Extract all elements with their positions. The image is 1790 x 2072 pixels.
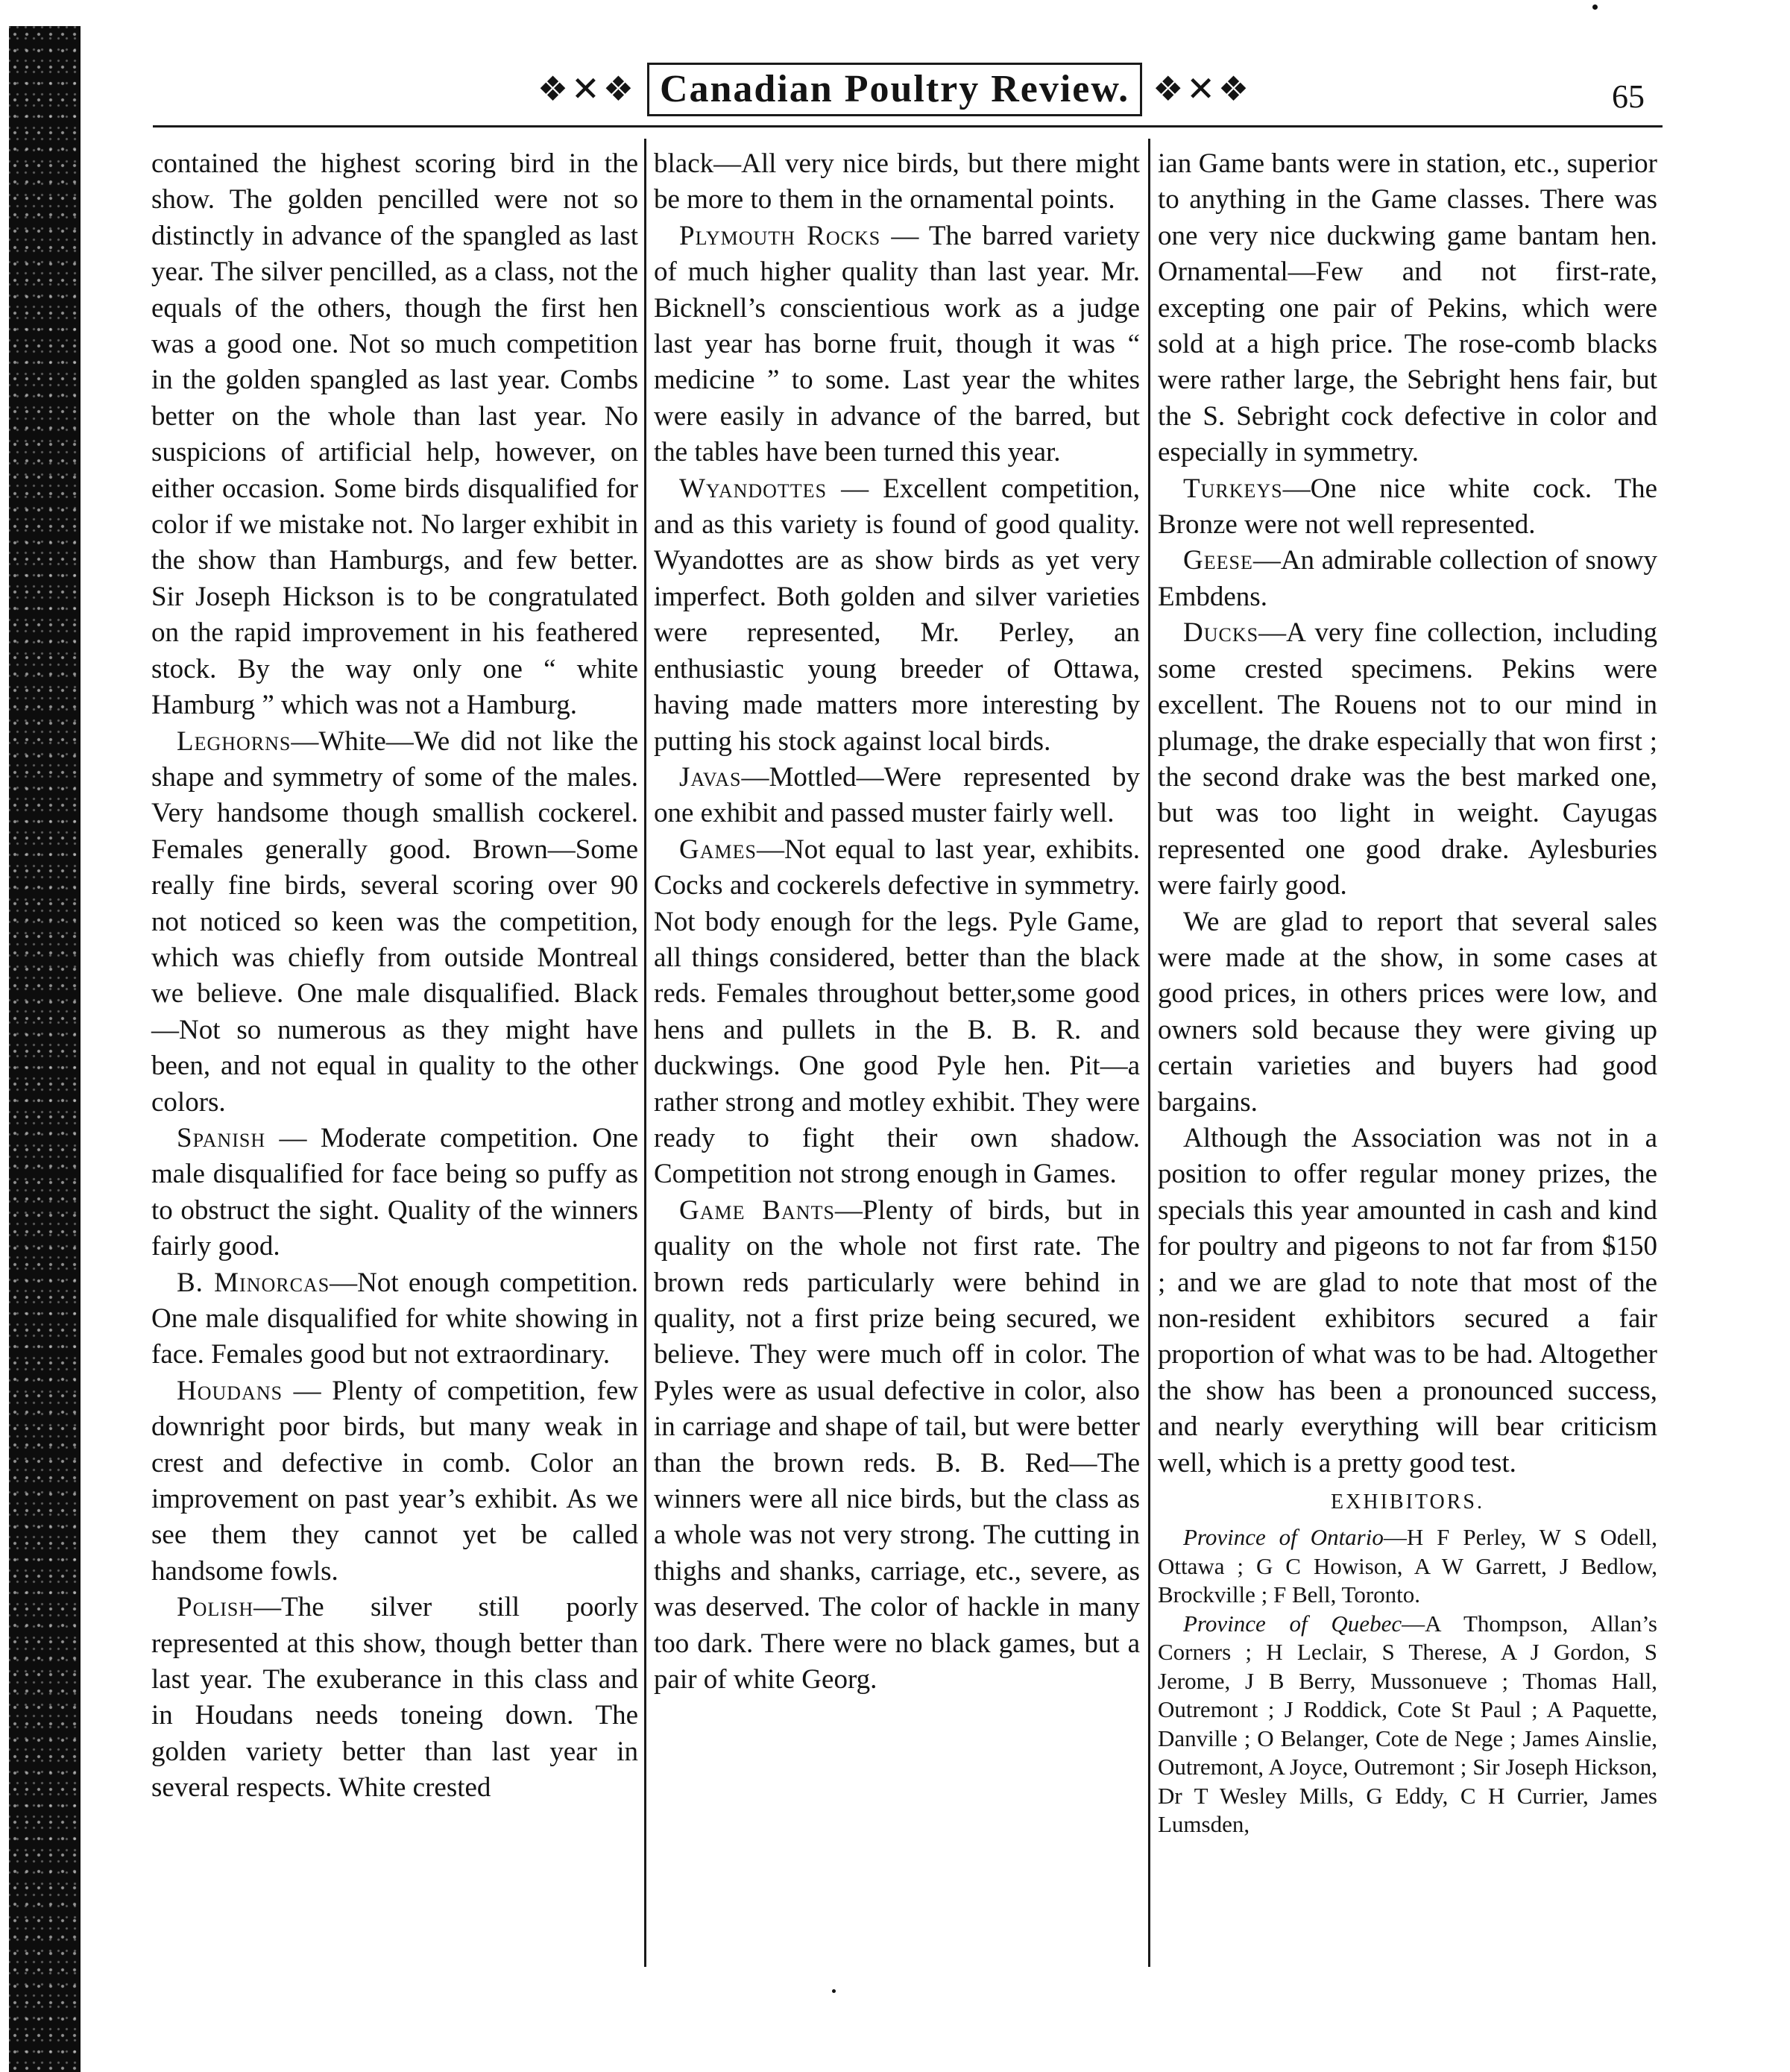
section-lead: Ducks bbox=[1183, 617, 1259, 649]
exhibitor-names: —H F Perley, W S Odell, Ottawa ; G C Howison, A W Garrett, J Bedlow, Brockville ; F Bell, Toronto. bbox=[1158, 1524, 1658, 1608]
article-paragraph bbox=[151, 1121, 638, 1265]
paragraph-text: —One nice white cock. The Bronze were not well represented. bbox=[1158, 473, 1657, 541]
article-paragraph bbox=[151, 1590, 638, 1806]
exhibitor-entry bbox=[1158, 1523, 1657, 1610]
article-paragraph bbox=[654, 760, 1140, 832]
paragraph-text: We are glad to report that several sales were made at the show, in some cases at good prices, in others prices were low, and owners sold because they were giving up certain varieties and buyers had good bargains. bbox=[1158, 906, 1657, 1118]
paragraph-text: —An admirable collection of snowy Embdens. bbox=[1158, 545, 1657, 612]
province-name: Province of Ontario bbox=[1183, 1524, 1384, 1551]
paragraph-text: Although the Association was not in a position to offer regular money prizes, the specials this year amounted in cash and kind for poultry and pigeons to not far from $150 ; and we are glad to note that most of the non-resident exhibitors secured a fair proportion of what was to be had. Altogether the show has been a pronounced success, and nearly everything will bear criticism well, which is a pretty good test. bbox=[1158, 1122, 1657, 1479]
ink-speck bbox=[832, 1989, 836, 1993]
section-lead: B. Minorcas bbox=[177, 1267, 330, 1298]
binding-edge bbox=[9, 26, 81, 2072]
exhibitors-heading: EXHIBITORS. bbox=[1331, 1490, 1484, 1514]
article-paragraph bbox=[654, 1193, 1140, 1698]
masthead-ornament-right: ❖✕❖ bbox=[1153, 70, 1252, 108]
section-lead: Wyandottes bbox=[679, 473, 828, 504]
column-rule-2 bbox=[1148, 139, 1150, 1967]
paragraph-text: —Not enough competition. One male disqualified for white showing in face. Females good but not extraordinary. bbox=[151, 1267, 638, 1370]
section-lead: Geese bbox=[1183, 545, 1253, 576]
paragraph-text: contained the highest scoring bird in the show. The golden pencilled were not so distinctly in advance of the spangled as last year. The silver pencilled, as a class, not the equals of the others, though the first hen was a good one. Not so much competition in the golden spangled as last year. Combs better on the whole than last year. No suspicions of artificial help, however, on either occasion. Some birds disqualified for color if we mistake not. No larger exhibit in the show than Hamburgs, and few better. Sir Joseph Hickson is to be congratulated on the rapid improvement in his feathered stock. By the way only one “ white Hamburg ” which was not a Hamburg. bbox=[151, 148, 638, 721]
paragraph-text: — Excellent competition, and as this variety is found of good quality. Wyandottes are as show birds as yet very imperfect. Both golden and silver varieties were represented, Mr. Perley, an enthusiastic young breeder of Ottawa, having made matters more interesting by putting his stock against local birds. bbox=[654, 473, 1140, 757]
section-lead: Turkeys bbox=[1183, 473, 1283, 504]
article-paragraph bbox=[1158, 146, 1657, 471]
paragraph-text: —White—We did not like the shape and symmetry of some of the males. Very handsome though smallish cockerel. Females generally good. Brown—Some really fine birds, several scoring over 90 not noticed so keen was the competition, which was chiefly from outside Montreal we believe. One male disqualified. Black —Not so numerous as they might have been, and not equal in quality to the other colors. bbox=[151, 725, 638, 1118]
article-paragraph bbox=[654, 471, 1140, 760]
exhibitor-names: —A Thompson, Allan’s Corners ; H Leclair, S Therese, A J Gordon, S Jerome, J B Berry, Mussonueve ; Thomas Hall, Outremont ; J Roddick, Cote St Paul ; A Paquette, Danville ; O Belanger, Cote de Nege ; James Ainslie, Outremont, A Joyce, Outremont ; Sir Joseph Hickson, Dr T Wesley Mills, G Eddy, C H Currier, James Lumsden, bbox=[1158, 1610, 1657, 1838]
article-paragraph bbox=[151, 1265, 638, 1373]
paragraph-text: black—All very nice birds, but there might be more to them in the ornamental points. bbox=[654, 148, 1140, 215]
paragraph-text: —Not equal to last year, exhibits. Cocks and cockerels defective in symmetry. Not body enough for the legs. Pyle Game, all things considered, better than the black reds. Females throughout better,some good hens and pullets in the B. B. R. and duckwings. One good Pyle hen. Pit—a rather strong and motley exhibit. They were ready to fight their own shadow. Competition not strong enough in Games. bbox=[654, 834, 1140, 1190]
article-column-2 bbox=[654, 146, 1140, 1698]
ink-speck bbox=[1592, 4, 1598, 10]
article-column-1 bbox=[151, 146, 638, 1807]
article-paragraph bbox=[1158, 543, 1657, 615]
paragraph-text: —A very fine collection, including some crested specimens. Pekins were excellent. The Rouens not to our mind in plumage, the drake especially that won first ; the second drake was the best marked one, but was too light in weight. Cayugas represented one good drake. Aylesburies were fairly good. bbox=[1158, 617, 1657, 901]
page-number: 65 bbox=[1612, 78, 1645, 115]
masthead bbox=[537, 58, 1252, 121]
paragraph-text: ian Game bants were in station, etc., superior to anything in the Game classes. There was one very nice duckwing game bantam hen. Ornamental—Few and not first-rate, excepting one pair of Pekins, which were sold at a high price. The rose-comb blacks were rather large, the Sebright hens fair, but the S. Sebright cock defective in color and especially in symmetry. bbox=[1158, 148, 1657, 468]
paragraph-text: —The silver still poorly represented at this show, though better than last year. The exuberance in this class and in Houdans needs toneing down. The golden variety better than last year in several respects. White crested bbox=[151, 1592, 638, 1804]
paragraph-text: — The barred variety of much higher quality than last year. Mr. Bicknell’s conscientious work as a judge last year has borne fruit, though it was “ medicine ” to some. Last year the whites were easily in advance of the barred, but the tables have been turned this year. bbox=[654, 220, 1140, 468]
header-rule bbox=[153, 125, 1663, 127]
article-paragraph bbox=[654, 146, 1140, 218]
exhibitor-entry bbox=[1158, 1610, 1657, 1839]
paragraph-text: —Mottled—Were represented by one exhibit and passed muster fairly well. bbox=[654, 761, 1140, 829]
article-paragraph bbox=[151, 146, 638, 724]
section-lead: Leghorns bbox=[177, 725, 291, 757]
article-paragraph bbox=[654, 218, 1140, 471]
section-lead: Spanish bbox=[177, 1122, 266, 1153]
section-lead: Game Bants bbox=[679, 1194, 835, 1226]
paragraph-text: —Plenty of birds, but in quality on the whole not first rate. The brown reds particularly were behind in quality, not a first prize being secured, we believe. They were much off in color. The Pyles were as usual defective in color, also in carriage and shape of tail, but were better than the brown reds. B. B. Red—The winners were all nice birds, but the class as a whole was not very strong. The cutting in thighs and shanks, carriage, etc., severe, as was deserved. The color of hackle in many too dark. There were no black games, but a pair of white Georg. bbox=[654, 1194, 1140, 1695]
exhibitors-list bbox=[1158, 1523, 1657, 1839]
section-lead: Games bbox=[679, 834, 757, 865]
article-paragraph bbox=[654, 832, 1140, 1193]
section-lead: Polish bbox=[177, 1592, 254, 1623]
paragraph-text: — Moderate competition. One male disqualified for face being so puffy as to obstruct the sight. Quality of the winners fairly good. bbox=[151, 1122, 638, 1262]
article-paragraph bbox=[1158, 615, 1657, 904]
masthead-ornament-left: ❖✕❖ bbox=[537, 70, 637, 108]
article-paragraph bbox=[1158, 471, 1657, 544]
paragraph-text: — Plenty of competition, few downright poor birds, but many weak in crest and defective in comb. Color an improvement on past year’s exhibit. As we see them they cannot yet be called handsome fowls. bbox=[151, 1375, 638, 1587]
article-column-3 bbox=[1158, 146, 1657, 1839]
section-lead: Javas bbox=[679, 761, 742, 793]
article-paragraph bbox=[151, 724, 638, 1121]
section-lead: Houdans bbox=[177, 1375, 283, 1406]
section-lead: Plymouth Rocks bbox=[679, 220, 881, 251]
article-paragraph bbox=[1158, 904, 1657, 1121]
province-name: Province of Quebec bbox=[1183, 1610, 1402, 1637]
column-rule-1 bbox=[644, 139, 646, 1967]
article-paragraph bbox=[1158, 1121, 1657, 1481]
article-paragraph bbox=[151, 1373, 638, 1590]
masthead-title: Canadian Poultry Review. bbox=[647, 63, 1142, 116]
